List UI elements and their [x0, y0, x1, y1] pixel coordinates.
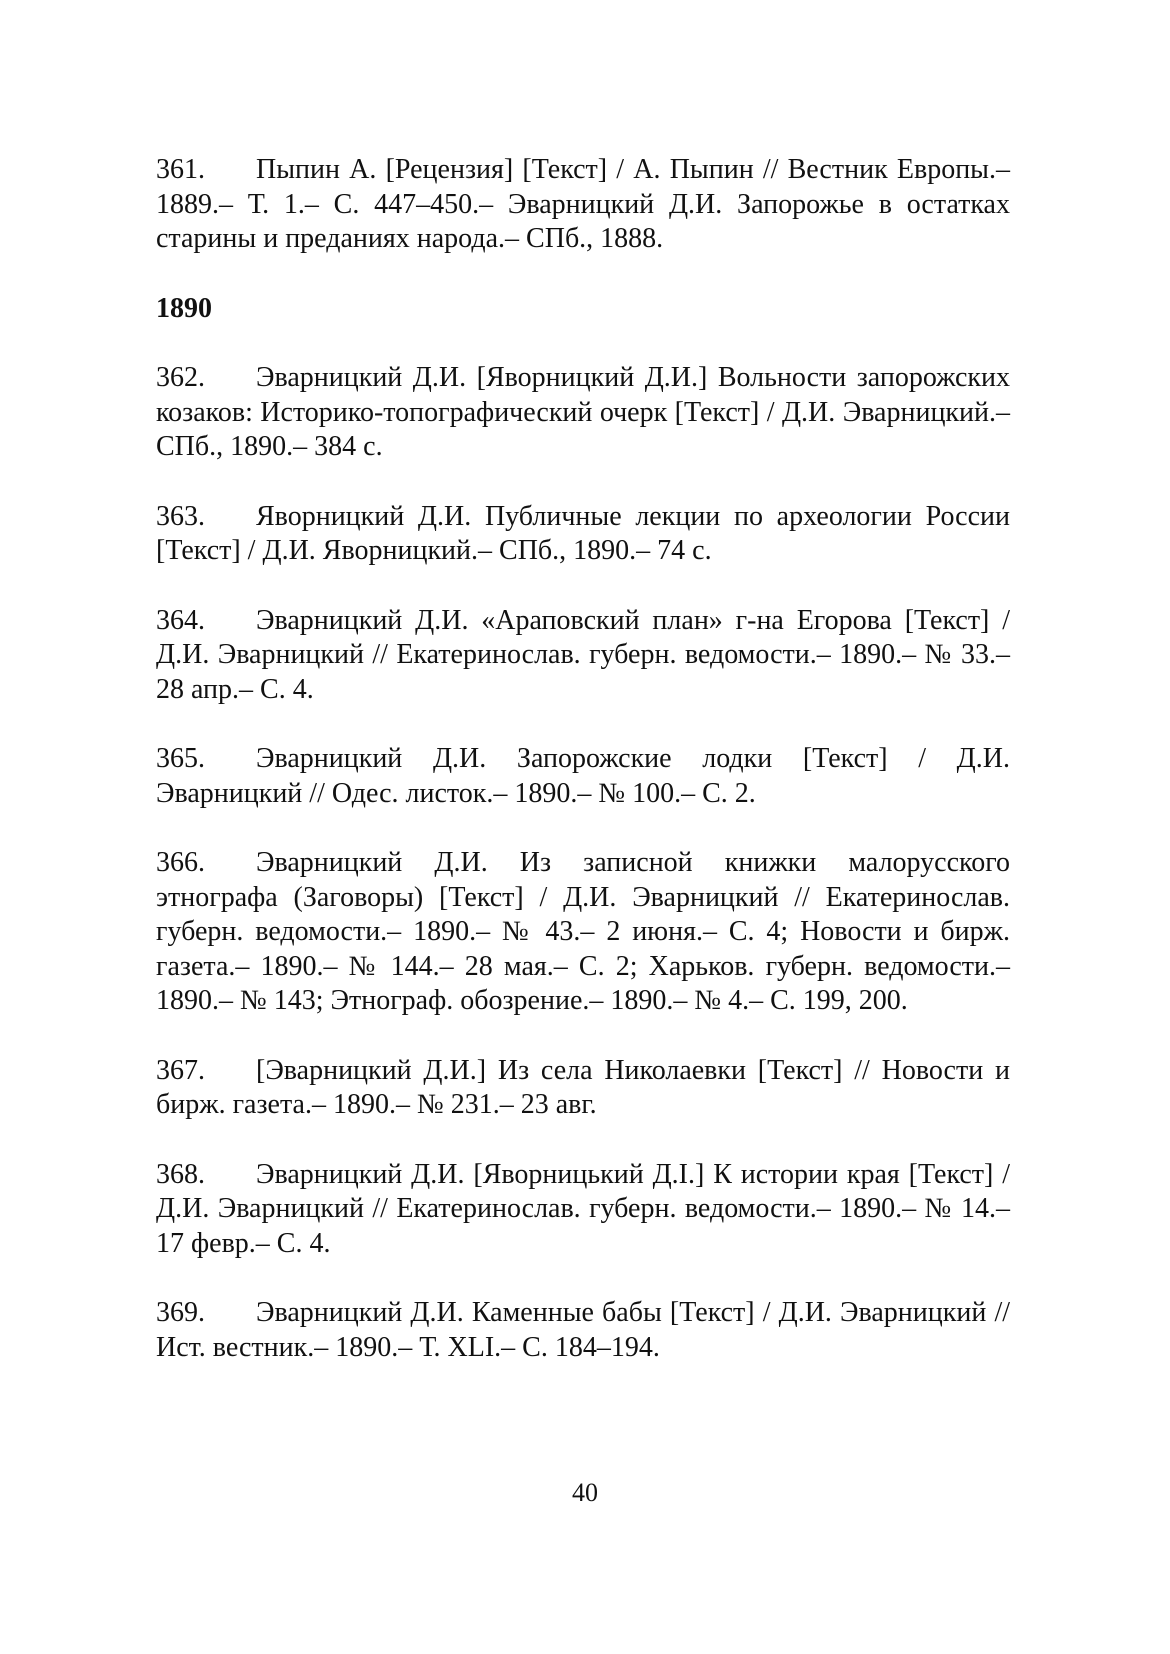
entry-number: 365. — [156, 743, 205, 774]
entry-text: Эварницкий Д.И. Каменные бабы [Текст] / Д.И. Эварницкий // Ист. вестник.– 1890.– Т. XLI.– С. 184–194. — [156, 1297, 1010, 1363]
bibliography-entry — [156, 1296, 1010, 1365]
bibliography-entry — [156, 153, 1010, 257]
bibliography-entry — [156, 604, 1010, 708]
entry-text: Эварницкий Д.И. Из записной книжки малорусского этнографа (Заговоры) [Текст] / Д.И. Эварницкий // Екатеринослав. губерн. ведомости.– 1890.– № 43.– 2 июня.– С. 4; Новости и бирж. газета.– 1890.– № 144.– 28 мая.– С. 2; Харьков. губерн. ведомости.– 1890.– № 143; Этнограф. обозрение.– 1890.– № 4.– С. 199, 200. — [156, 847, 1010, 1016]
entry-text: Яворницкий Д.И. Публичные лекции по археологии России [Текст] / Д.И. Яворницкий.– СПб., 1890.– 74 с. — [156, 500, 1010, 566]
entry-text: Эварницкий Д.И. [Яворницький Д.І.] К истории края [Текст] / Д.И. Эварницкий // Екатеринослав. губерн. ведомости.– 1890.– № 14.– 17 февр.– С. 4. — [156, 1158, 1010, 1259]
entry-text: Эварницкий Д.И. Запорожские лодки [Текст] / Д.И. Эварницкий // Одес. листок.– 1890.– № 100.– С. 2. — [156, 743, 1010, 809]
entry-number: 362. — [156, 362, 205, 393]
bibliography-entry — [156, 361, 1010, 465]
bibliography-entry — [156, 846, 1010, 1019]
bibliography-entry — [156, 1054, 1010, 1123]
entry-text: Пыпин А. [Рецензия] [Текст] / А. Пыпин // Вестник Европы.– 1889.– Т. 1.– С. 447–450.– Эварницкий Д.И. Запорожье в остатках старины и преданиях народа.– СПб., 1888. — [156, 154, 1010, 254]
page-number: 40 — [572, 1478, 598, 1507]
entry-number: 369. — [156, 1297, 205, 1328]
bibliography-list — [156, 153, 1010, 1400]
bibliography-entry — [156, 500, 1010, 569]
entry-number: 363. — [156, 500, 205, 532]
bibliography-entry — [156, 742, 1010, 811]
entry-text: Эварницкий Д.И. [Яворницкий Д.И.] Вольности запорожских козаков: Историко-топографический очерк [Текст] / Д.И. Эварницкий.– СПб., 1890.– 384 с. — [156, 362, 1010, 462]
entry-number: 361. — [156, 154, 205, 185]
entry-number: 366. — [156, 847, 205, 878]
entry-text: Эварницкий Д.И. «Араповский план» г-на Егорова [Текст] / Д.И. Эварницкий // Екатеринослав. губерн. ведомости.– 1890.– № 33.– 28 апр.– С. 4. — [156, 604, 1010, 705]
entry-number: 368. — [156, 1158, 205, 1190]
bibliography-entry — [156, 1158, 1010, 1262]
year-heading: 1890 — [156, 292, 212, 324]
entry-number: 364. — [156, 604, 205, 636]
entry-text: [Эварницкий Д.И.] Из села Николаевки [Текст] // Новости и бирж. газета.– 1890.– № 231.– 23 авг. — [156, 1054, 1010, 1120]
entry-number: 367. — [156, 1054, 205, 1086]
